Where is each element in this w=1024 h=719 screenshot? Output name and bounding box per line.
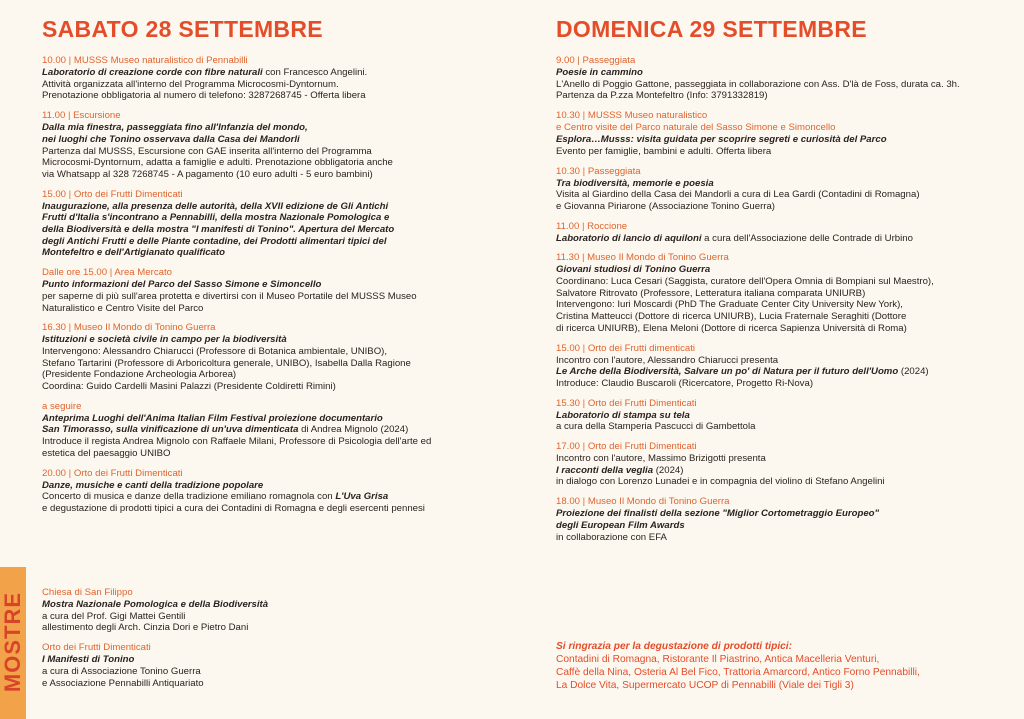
event-time-place: 9.00 | Passeggiata [556,55,636,66]
event-detail-text: a cura dell'Associazione delle Contrade di Urbino [701,232,913,244]
event-text-line [42,611,487,623]
event-text-line [556,323,996,335]
event-item [42,642,487,689]
event-detail-text: a cura di Associazione Tonino Guerra [42,665,201,677]
event-title-text: Inaugurazione, alla presenza delle autorità, della XVII edizione de Gli Antichi [42,200,389,212]
event-text-line [42,622,487,634]
event-item [556,441,996,488]
event-title-text: Proiezione dei finalisti della sezione "Miglior Cortometraggio Europeo" [556,508,880,520]
event-title-text: San Timorasso, sulla vinificazione di un'uva dimenticata [42,424,299,436]
event-text-line [42,666,487,678]
event-time-place: 17.00 | Orto dei Frutti Dimenticati [556,441,697,453]
event-title-text: Danze, musiche e canti della tradizione popolare [42,479,264,491]
event-item [556,221,996,245]
event-text-line [42,224,487,236]
mostre-list [42,587,487,697]
event-text-line [556,264,996,276]
event-place-continued: e Centro visite del Parco naturale del Sasso Simone e Simoncello [556,122,836,134]
event-title-text: Istituzioni e società civile in campo per la biodiversità [42,334,287,346]
mostre-label: MOSTRE [0,591,25,693]
event-detail-text: di Andrea Mignolo (2024) [298,424,409,436]
event-detail-text: L'Anello di Poggio Gattone, passeggiata in collaborazione con Ass. D'là de Foss, durata ca. 3h. [556,78,960,90]
sunday-title: DOMENICA 29 SETTEMBRE [556,16,867,42]
event-title-text: degli European Film Awards [556,519,685,531]
event-detail-text: (Presidente Fondazione Archeologia Arborea) [42,369,237,381]
event-title-text: della Biodiversità e della mostra "I manifesti di Tonino". Apertura del Mercato [42,224,395,236]
event-detail-text: in dialogo con Lorenzo Lunadei e in compagnia del violino di Stefano Angelini [556,476,885,488]
event-time-place: 11.30 | Museo Il Mondo di Tonino Guerra [556,252,729,264]
event-title-text: Dalla mia finestra, passeggiata fino all'Infanzia del mondo, [42,122,308,134]
event-detail-text: Coordina: Guido Cardelli Masini Palazzi (Presidente Coldiretti Rimini) [42,381,336,393]
event-item [42,587,487,634]
event-detail-text: estetica del paesaggio UNIBO [42,447,171,459]
event-detail-text: Attività organizzata all'interno del Programma Microcosmi-Dyntornum. [42,78,339,90]
sunday-events [556,55,996,551]
event-item [556,110,996,157]
event-item [556,398,996,433]
event-text-line [42,67,487,79]
event-text-line [556,476,996,488]
event-text-line [42,134,487,146]
event-time-place: 20.00 | Orto dei Frutti Dimenticati [42,467,183,479]
event-detail-text: allestimento degli Arch. Cinzia Dori e Pietro Dani [42,622,249,634]
saturday-title: SABATO 28 SETTEMBRE [42,16,323,42]
event-detail-text: Cristina Matteucci (Dottore di ricerca UNIURB), Lucia Fraternale Seraghiti (Dottore [556,311,907,323]
event-text-line [556,366,996,378]
event-item [556,496,996,543]
event-title-text: Laboratorio di lancio di aquiloni [556,232,702,244]
event-detail-text: (2024) [898,366,929,378]
event-title-text: Laboratorio di creazione corde con fibre naturali [42,67,263,78]
event-detail-text: Partenza da P.zza Montefeltro (Info: 3791332819) [556,90,768,102]
event-title-text: Giovani studiosi di Tonino Guerra [556,264,711,276]
event-detail-text: (2024) [653,464,684,476]
event-text-line [556,421,996,433]
event-text-line [42,279,487,291]
event-time-place: 15.00 | Orto dei Frutti dimenticati [556,342,695,354]
event-text-line [42,169,487,181]
event-text-line [42,369,487,381]
event-title-text: L'Uva Grisa [335,491,389,503]
event-text-line [42,599,487,611]
event-text-line [42,381,487,393]
event-time-place: 16.30 | Museo Il Mondo di Tonino Guerra [42,322,216,334]
event-time-place: a seguire [42,400,82,412]
event-detail-text: Partenza dal MUSSS, Escursione con GAE inserita all'interno del Programma [42,145,372,157]
event-title-text: I racconti della veglia [556,464,654,476]
event-text-line [556,233,996,245]
event-title-text: Anteprima Luoghi dell'Anima Italian Film Festival proiezione documentario [42,412,383,424]
event-text-line [556,532,996,544]
event-text-line [556,508,996,520]
event-text-line [556,276,996,288]
event-text-line [42,212,487,224]
event-detail-text: Intervengono: Alessandro Chiarucci (Professore di Botanica ambientale, UNIBO), [42,345,388,357]
event-text-line [556,90,996,102]
event-detail-text: Salvatore Ritrovato (Professore, Letteratura italiana comparata UNIURB) [556,287,866,299]
event-detail-text: Introduce il regista Andrea Mignolo con Raffaele Milani, Professore di Psicologia dell'arte ed [42,436,432,448]
event-item [42,55,487,102]
event-text-line [42,424,487,436]
event-text-line [42,79,487,91]
thanks-section [556,640,996,692]
event-text-line [42,346,487,358]
event-item [556,166,996,213]
event-title-text: Frutti d'Italia s'incontrano a Pennabilli, della mostra Nazionale Pomologica e [42,212,390,224]
event-text-line [42,122,487,134]
event-detail-text: a cura del Prof. Gigi Mattei Gentili [42,610,186,622]
event-item [556,252,996,334]
event-detail-text: Prenotazione obbligatoria al numero di telefono: 3287268745 - Offerta libera [42,90,366,102]
event-text-line [42,157,487,169]
event-detail-text: di ricerca UNIURB), Elena Meloni (Dottore di ricerca Sapienza Università di Roma) [556,322,907,334]
event-text-line [556,299,996,311]
event-detail-text: Introduce: Claudio Buscaroli (Ricercatore, Progetto Ri-Nova) [556,377,814,389]
event-title-text: Laboratorio di stampa su tela [556,409,690,421]
event-text-line [42,358,487,370]
event-detail-text: in collaborazione con EFA [556,531,667,543]
event-text-line [42,436,487,448]
thanks-title: Si ringrazia per la degustazione di prodotti tipici: [556,641,793,652]
event-detail-text: Incontro con l'autore, Massimo Brizigotti presenta [556,453,766,465]
event-text-line [42,480,487,492]
event-text-line [42,291,487,303]
event-title-text: degli Antichi Frutti e delle Piante contadine, dei Prodotti alimentari tipici del [42,235,387,247]
event-text-line [556,178,996,190]
event-item [42,189,487,260]
event-detail-text: Naturalistico e Centro Visite del Parco [42,302,204,314]
event-text-line [556,453,996,465]
event-detail-text: Visita al Giardino della Casa dei Mandorli a cura di Lea Gardi (Contadini di Romagna) [556,189,920,201]
event-title-text: Tra biodiversità, memorie e poesia [556,177,714,189]
event-text-line [42,236,487,248]
event-time-place: Chiesa di San Filippo [42,587,133,598]
event-detail-text: per saperne di più sull'area protetta e divertirsi con il Museo Portatile del MUSSS Museo [42,290,417,302]
event-detail-text: Stefano Tartarini (Professore di Arboricoltura generale, UNIBO), Isabella Dalla Ragione [42,357,411,369]
event-item [42,322,487,393]
event-detail-text: con Francesco Angelini. [262,67,368,78]
saturday-events [42,55,487,523]
event-title-text: Esplora…Musss: visita guidata per scoprire segreti e curiosità del Parco [556,134,887,146]
event-text-line [42,491,487,503]
event-item [556,343,996,390]
event-detail-text: via Whatsapp al 328 7268745 - A pagamento (10 euro adulti - 5 euro bambini) [42,168,373,180]
event-time-place: 15.00 | Orto dei Frutti Dimenticati [42,188,183,200]
event-text-line [42,146,487,158]
event-detail-text: Evento per famiglie, bambini e adulti. Offerta libera [556,145,772,157]
event-time-place: Orto dei Frutti Dimenticati [42,642,151,654]
event-text-line [556,201,996,213]
thanks-line: La Dolce Vita, Supermercato UCOP di Pennabilli (Viale dei Tigli 3) [556,680,854,691]
event-text-line [556,134,996,146]
event-text-line [42,448,487,460]
event-title-text: Le Arche della Biodiversità, Salvare un po' di Natura per il futuro dell'Uomo [556,366,899,378]
event-text-line [556,146,996,158]
event-text-line [42,503,487,515]
event-detail-text: e degustazione di prodotti tipici a cura dei Contadini di Romagna e degli esercenti pennesi [42,502,425,514]
event-text-line [556,311,996,323]
event-detail-text: Concerto di musica e danze della tradizione emiliano romagnola con [42,491,336,503]
event-text-line [556,465,996,477]
event-title-text: Mostra Nazionale Pomologica e della Biodiversità [42,599,269,610]
event-text-line [42,90,487,102]
event-time-place: 10.30 | MUSSS Museo naturalistico [556,110,708,122]
event-title-text: I Manifesti di Tonino [42,654,135,666]
event-title-text: nei luoghi che Tonino osservava dalla Casa dei Mandorli [42,133,300,145]
event-detail-text: Intervengono: Iuri Moscardi (PhD The Graduate Center City University New York), [556,299,903,311]
event-time-place: Dalle ore 15.00 | Area Mercato [42,267,172,279]
event-time-place: 15.30 | Orto dei Frutti Dimenticati [556,397,697,409]
event-title-text: Punto informazioni del Parco del Sasso Simone e Simoncello [42,279,322,291]
event-detail-text: e Giovanna Piriarone (Associazione Tonino Guerra) [556,200,775,212]
event-time-place: 11.00 | Roccione [556,220,628,232]
event-text-line [556,189,996,201]
event-text-line [556,410,996,422]
event-item [556,55,996,102]
event-time-place: 10.00 | MUSSS Museo naturalistico di Pennabilli [42,55,248,66]
event-text-line [42,678,487,690]
event-text-line [556,520,996,532]
event-time-place: 18.00 | Museo Il Mondo di Tonino Guerra [556,496,730,508]
event-text-line [42,247,487,259]
event-text-line [42,334,487,346]
event-text-line [42,303,487,315]
event-text-line [42,413,487,425]
event-title-text: Montefeltro e dell'Artigianato qualificato [42,247,225,259]
event-item [42,267,487,314]
thanks-line: Caffè della Nina, Osteria Al Bel Fico, Trattoria Amarcord, Antico Forno Pennabilli, [556,667,920,678]
event-text-line [42,201,487,213]
event-time-place: 10.30 | Passeggiata [556,165,641,177]
event-detail-text: Coordinano: Luca Cesari (Saggista, curatore dell'Opera Omnia di Bompiani sul Maestro), [556,276,934,288]
event-text-line [556,67,996,79]
event-detail-text: Microcosmi-Dyntornum, adatta a famiglie e adulti. Prenotazione obbligatoria anche [42,157,393,169]
event-text-line [556,378,996,390]
event-title-text: Poesie in cammino [556,67,643,78]
event-text-line [556,79,996,91]
event-detail-text: Incontro con l'autore, Alessandro Chiarucci presenta [556,354,779,366]
event-text-line [42,654,487,666]
event-detail-text: a cura della Stamperia Pascucci di Gambettola [556,421,756,433]
event-item [42,401,487,460]
event-item [42,468,487,515]
event-item [42,110,487,181]
event-text-line [556,355,996,367]
event-text-line [556,288,996,300]
thanks-line: Contadini di Romagna, Ristorante Il Piastrino, Antica Macelleria Venturi, [556,654,880,665]
event-time-place: 11.00 | Escursione [42,110,121,122]
event-detail-text: e Associazione Pennabilli Antiquariato [42,677,204,689]
